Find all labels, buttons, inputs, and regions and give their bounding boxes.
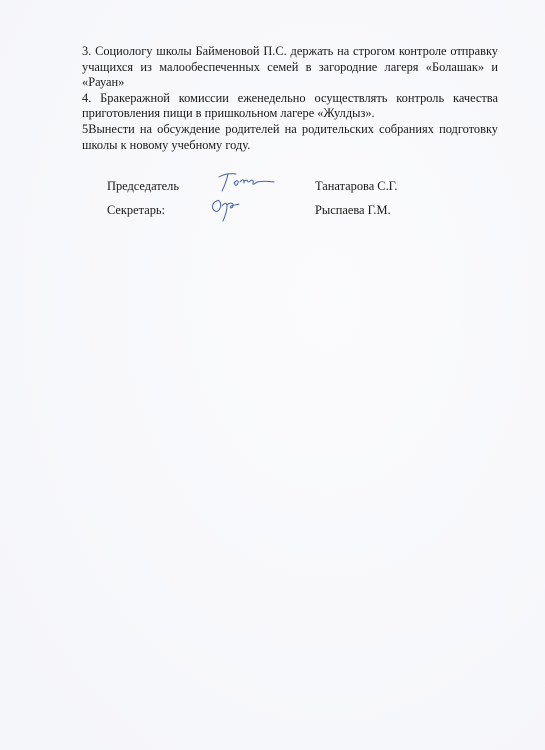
paragraph-item-5: 5Вынести на обсуждение родителей на родительских собраниях подготовку школы к новому учебному году. <box>82 121 498 152</box>
chair-handwritten-signature <box>216 170 276 194</box>
secretary-name: Рыспаева Г.М. <box>315 203 391 217</box>
secretary-role-label: Секретарь: <box>107 203 165 217</box>
secretary-signature-row <box>0 200 545 222</box>
paragraph-item-3: 3. Социологу школы Байменовой П.С. держать на строгом контроле отправку учащихся из малообеспеченных семей в загородние лагеря «Болашак» и «Рауан» <box>82 44 498 90</box>
chair-name: Танатарова С.Г. <box>315 179 398 193</box>
chair-signature-row <box>0 176 545 198</box>
secretary-handwritten-signature <box>208 194 242 222</box>
document-body <box>82 44 498 153</box>
paragraph-item-4: 4. Бракеражной комиссии еженедельно осуществлять контроль качества приготовления пищи в пришкольном лагере «Жулдыз». <box>82 90 498 121</box>
chair-role-label: Председатель <box>107 179 180 193</box>
